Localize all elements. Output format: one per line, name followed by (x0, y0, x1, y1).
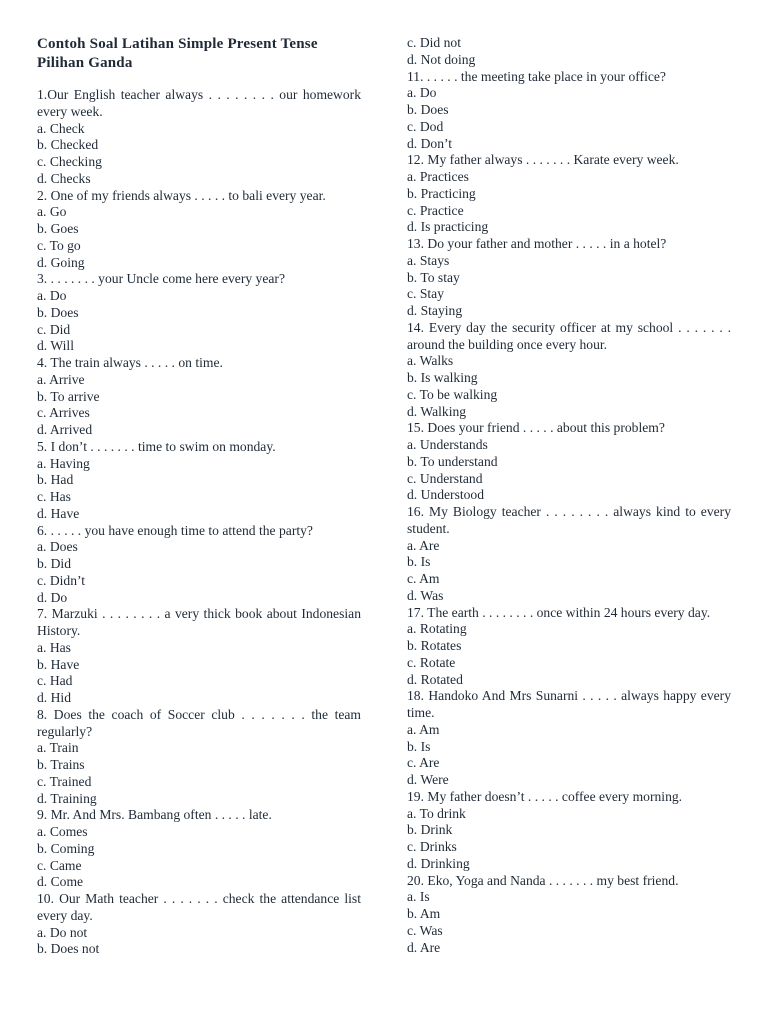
answer-option: b. Checked (37, 137, 99, 153)
answer-option: b. Drink (407, 822, 453, 838)
answer-option: c. Understand (407, 470, 483, 486)
answer-option: a. Arrive (37, 371, 85, 387)
left-column (37, 35, 365, 958)
answer-option: b. To stay (407, 269, 460, 285)
answer-option: b. Have (37, 656, 80, 672)
right-column (407, 35, 735, 956)
question-text: 12. My father always . . . . . . . Karate every week. (407, 152, 679, 168)
answer-option: c. Did not (407, 35, 461, 50)
answer-option: c. Came (37, 857, 82, 873)
page-title: Contoh Soal Latihan Simple Present Tense Pilihan Ganda (37, 36, 318, 71)
answer-option: c. Has (37, 489, 71, 504)
answer-option: b. Trains (37, 757, 85, 772)
answer-option: a. Do (407, 85, 437, 101)
answer-option: c. Dod (407, 118, 444, 134)
answer-option: c. Trained (37, 773, 92, 789)
answer-option: a. Rotating (407, 621, 467, 637)
question-text: 20. Eko, Yoga and Nanda . . . . . . . my best friend. (407, 872, 679, 888)
answer-option: a. Does (37, 539, 78, 555)
question-text: 10. Our Math teacher . . . . . . . check the attendance list every day. (37, 891, 365, 923)
question-text: 8. Does the coach of Soccer club . . . . . . . the team regularly? (37, 706, 365, 739)
answer-option: b. Am (407, 906, 441, 921)
question-text: 15. Does your friend . . . . . about this problem? (407, 420, 665, 436)
answer-option: b. Did (37, 556, 71, 571)
answer-option: b. Does (407, 102, 449, 117)
question-text: 3. . . . . . . . your Uncle come here every year? (37, 271, 285, 287)
answer-option: a. Understands (407, 437, 488, 452)
answer-option: b. Is walking (407, 370, 478, 385)
answer-option: a. Am (407, 721, 440, 737)
answer-option: b. Goes (37, 221, 79, 236)
answer-option: d. Is practicing (407, 219, 489, 235)
answer-option: d. Understood (407, 487, 485, 503)
answer-option: c. Had (37, 673, 73, 689)
answer-option: b. Does (37, 304, 79, 320)
question-text: 16. My Biology teacher . . . . . . . . always kind to every student. (407, 504, 735, 536)
answer-option: c. Stay (407, 286, 444, 302)
answer-option: d. Training (37, 790, 97, 806)
answer-option: c. Drinks (407, 839, 457, 854)
answer-option: c. To go (37, 237, 81, 253)
answer-option: b. To arrive (37, 388, 100, 404)
question-text: 7. Marzuki . . . . . . . . a very thick book about Indonesian History. (37, 606, 365, 638)
answer-option: d. Arrived (37, 422, 93, 437)
answer-option: a. Do (37, 288, 67, 303)
answer-option: d. Come (37, 874, 84, 890)
answer-option: b. Had (37, 472, 74, 488)
answer-option: c. Are (407, 755, 440, 771)
answer-option: c. Did (37, 321, 71, 337)
question-text: 5. I don’t . . . . . . . time to swim on monday. (37, 438, 276, 454)
answer-option: d. Were (407, 772, 449, 787)
question-text: 19. My father doesn’t . . . . . coffee every morning. (407, 788, 683, 804)
answer-option: a. Practices (407, 169, 469, 184)
answer-option: a. Walks (407, 353, 454, 369)
right-question-list (407, 35, 735, 956)
question-text: 13. Do your father and mother . . . . . in a hotel? (407, 236, 667, 251)
answer-option: c. Practice (407, 202, 464, 218)
answer-option: a. Stays (407, 252, 450, 268)
answer-option: d. Going (37, 254, 85, 270)
answer-option: a. Go (37, 204, 67, 220)
answer-option: d. Walking (407, 403, 467, 419)
question-text: 2. One of my friends always . . . . . to bali every year. (37, 187, 326, 203)
answer-option: b. Does not (37, 941, 100, 957)
answer-option: d. Staying (407, 303, 463, 318)
answer-option: a. Having (37, 455, 90, 471)
question-text: 14. Every day the security officer at my school . . . . . . . around the building once every hour. (407, 319, 735, 352)
answer-option: d. Don’t (407, 135, 453, 151)
answer-option: d. Was (407, 587, 444, 603)
question-text: 11. . . . . . the meeting take place in your office? (407, 68, 666, 84)
answer-option: c. Rotate (407, 654, 456, 670)
answer-option: b. Is (407, 738, 431, 754)
answer-option: b. To understand (407, 453, 498, 469)
question-text: 18. Handoko And Mrs Sunarni . . . . . always happy every time. (407, 688, 735, 720)
answer-option: a. To drink (407, 805, 466, 821)
answer-option: d. Do (37, 589, 68, 605)
answer-option: c. Arrives (37, 405, 90, 421)
question-text: 9. Mr. And Mrs. Bambang often . . . . . late. (37, 807, 272, 823)
answer-option: d. Not doing (407, 51, 476, 67)
answer-option: a. Is (407, 889, 430, 905)
answer-option: b. Is (407, 554, 431, 570)
answer-option: d. Hid (37, 690, 71, 705)
question-text: 17. The earth . . . . . . . . once within 24 hours every day. (407, 604, 711, 620)
answer-option: c. Checking (37, 154, 102, 169)
answer-option: d. Rotated (407, 671, 463, 687)
answer-option: a. Has (37, 639, 71, 655)
answer-option: d. Have (37, 505, 80, 521)
answer-option: d. Will (37, 338, 74, 354)
answer-option: c. Didn’t (37, 572, 86, 588)
answer-option: d. Drinking (407, 855, 470, 871)
answer-option: b. Rotates (407, 638, 462, 653)
answer-option: c. Was (407, 922, 443, 938)
question-text: 1.Our English teacher always . . . . . . . . our homework every week. (37, 87, 365, 119)
answer-option: c. Am (407, 571, 440, 586)
answer-option: a. Train (37, 740, 79, 756)
answer-option: a. Are (407, 537, 440, 553)
answer-option: d. Are (407, 939, 441, 955)
question-text: 4. The train always . . . . . on time. (37, 355, 223, 370)
answer-option: a. Do not (37, 924, 88, 940)
left-question-list (37, 87, 365, 958)
answer-option: b. Coming (37, 840, 95, 856)
answer-option: d. Checks (37, 170, 91, 186)
answer-option: b. Practicing (407, 185, 476, 201)
answer-option: a. Check (37, 120, 85, 136)
answer-option: a. Comes (37, 824, 88, 839)
question-text: 6. . . . . . you have enough time to attend the party? (37, 522, 313, 538)
answer-option: c. To be walking (407, 386, 498, 402)
